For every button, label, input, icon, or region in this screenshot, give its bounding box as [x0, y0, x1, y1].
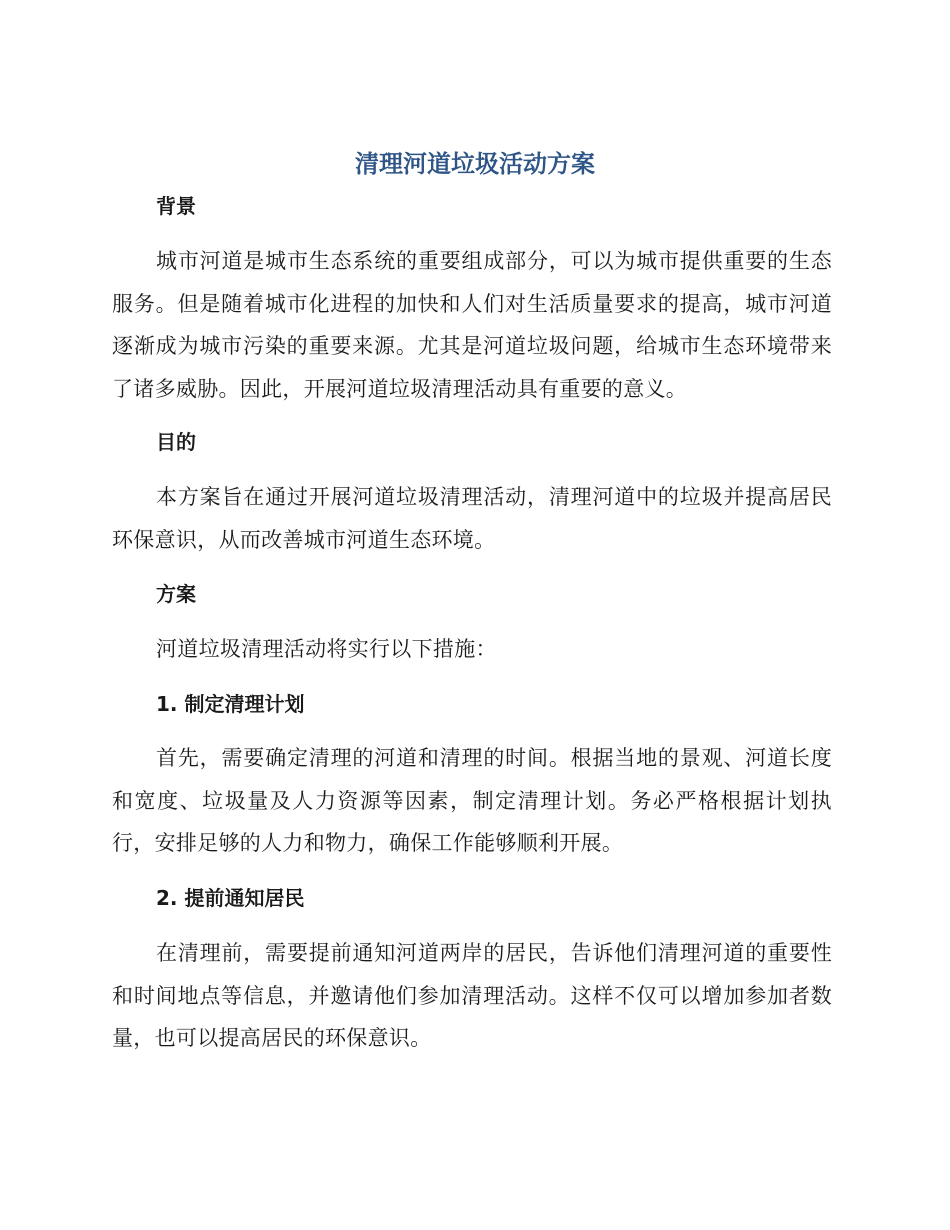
document-title: 清理河道垃圾活动方案 [355, 150, 595, 178]
section-paragraph-purpose: 本方案旨在通过开展河道垃圾清理活动，清理河道中的垃圾并提高居民环保意识，从而改善城市河道生态环境。 [112, 485, 832, 552]
section-heading-notify-residents: 2. 提前通知居民 [156, 886, 305, 910]
section-paragraph-plan: 河道垃圾清理活动将实行以下措施： [156, 637, 497, 661]
section-heading-plan: 方案 [156, 582, 196, 606]
section-heading-make-plan: 1. 制定清理计划 [156, 692, 305, 716]
section-paragraph-notify-residents: 在清理前，需要提前通知河道两岸的居民，告诉他们清理河道的重要性和时间地点等信息，并邀请他们参加清理活动。这样不仅可以增加参加者数量，也可以提高居民的环保意识。 [112, 941, 832, 1050]
section-paragraph-background: 城市河道是城市生态系统的重要组成部分，可以为城市提供重要的生态服务。但是随着城市化进程的加快和人们对生活质量要求的提高，城市河道逐渐成为城市污染的重要来源。尤其是河道垃圾问题，给城市生态环境带来了诸多威胁。因此，开展河道垃圾清理活动具有重要的意义。 [112, 249, 832, 401]
section-heading-purpose: 目的 [156, 430, 196, 454]
section-heading-background: 背景 [156, 194, 196, 218]
section-paragraph-make-plan: 首先，需要确定清理的河道和清理的时间。根据当地的景观、河道长度和宽度、垃圾量及人力资源等因素，制定清理计划。务必严格根据计划执行，安排足够的人力和物力，确保工作能够顺利开展。 [112, 746, 832, 855]
